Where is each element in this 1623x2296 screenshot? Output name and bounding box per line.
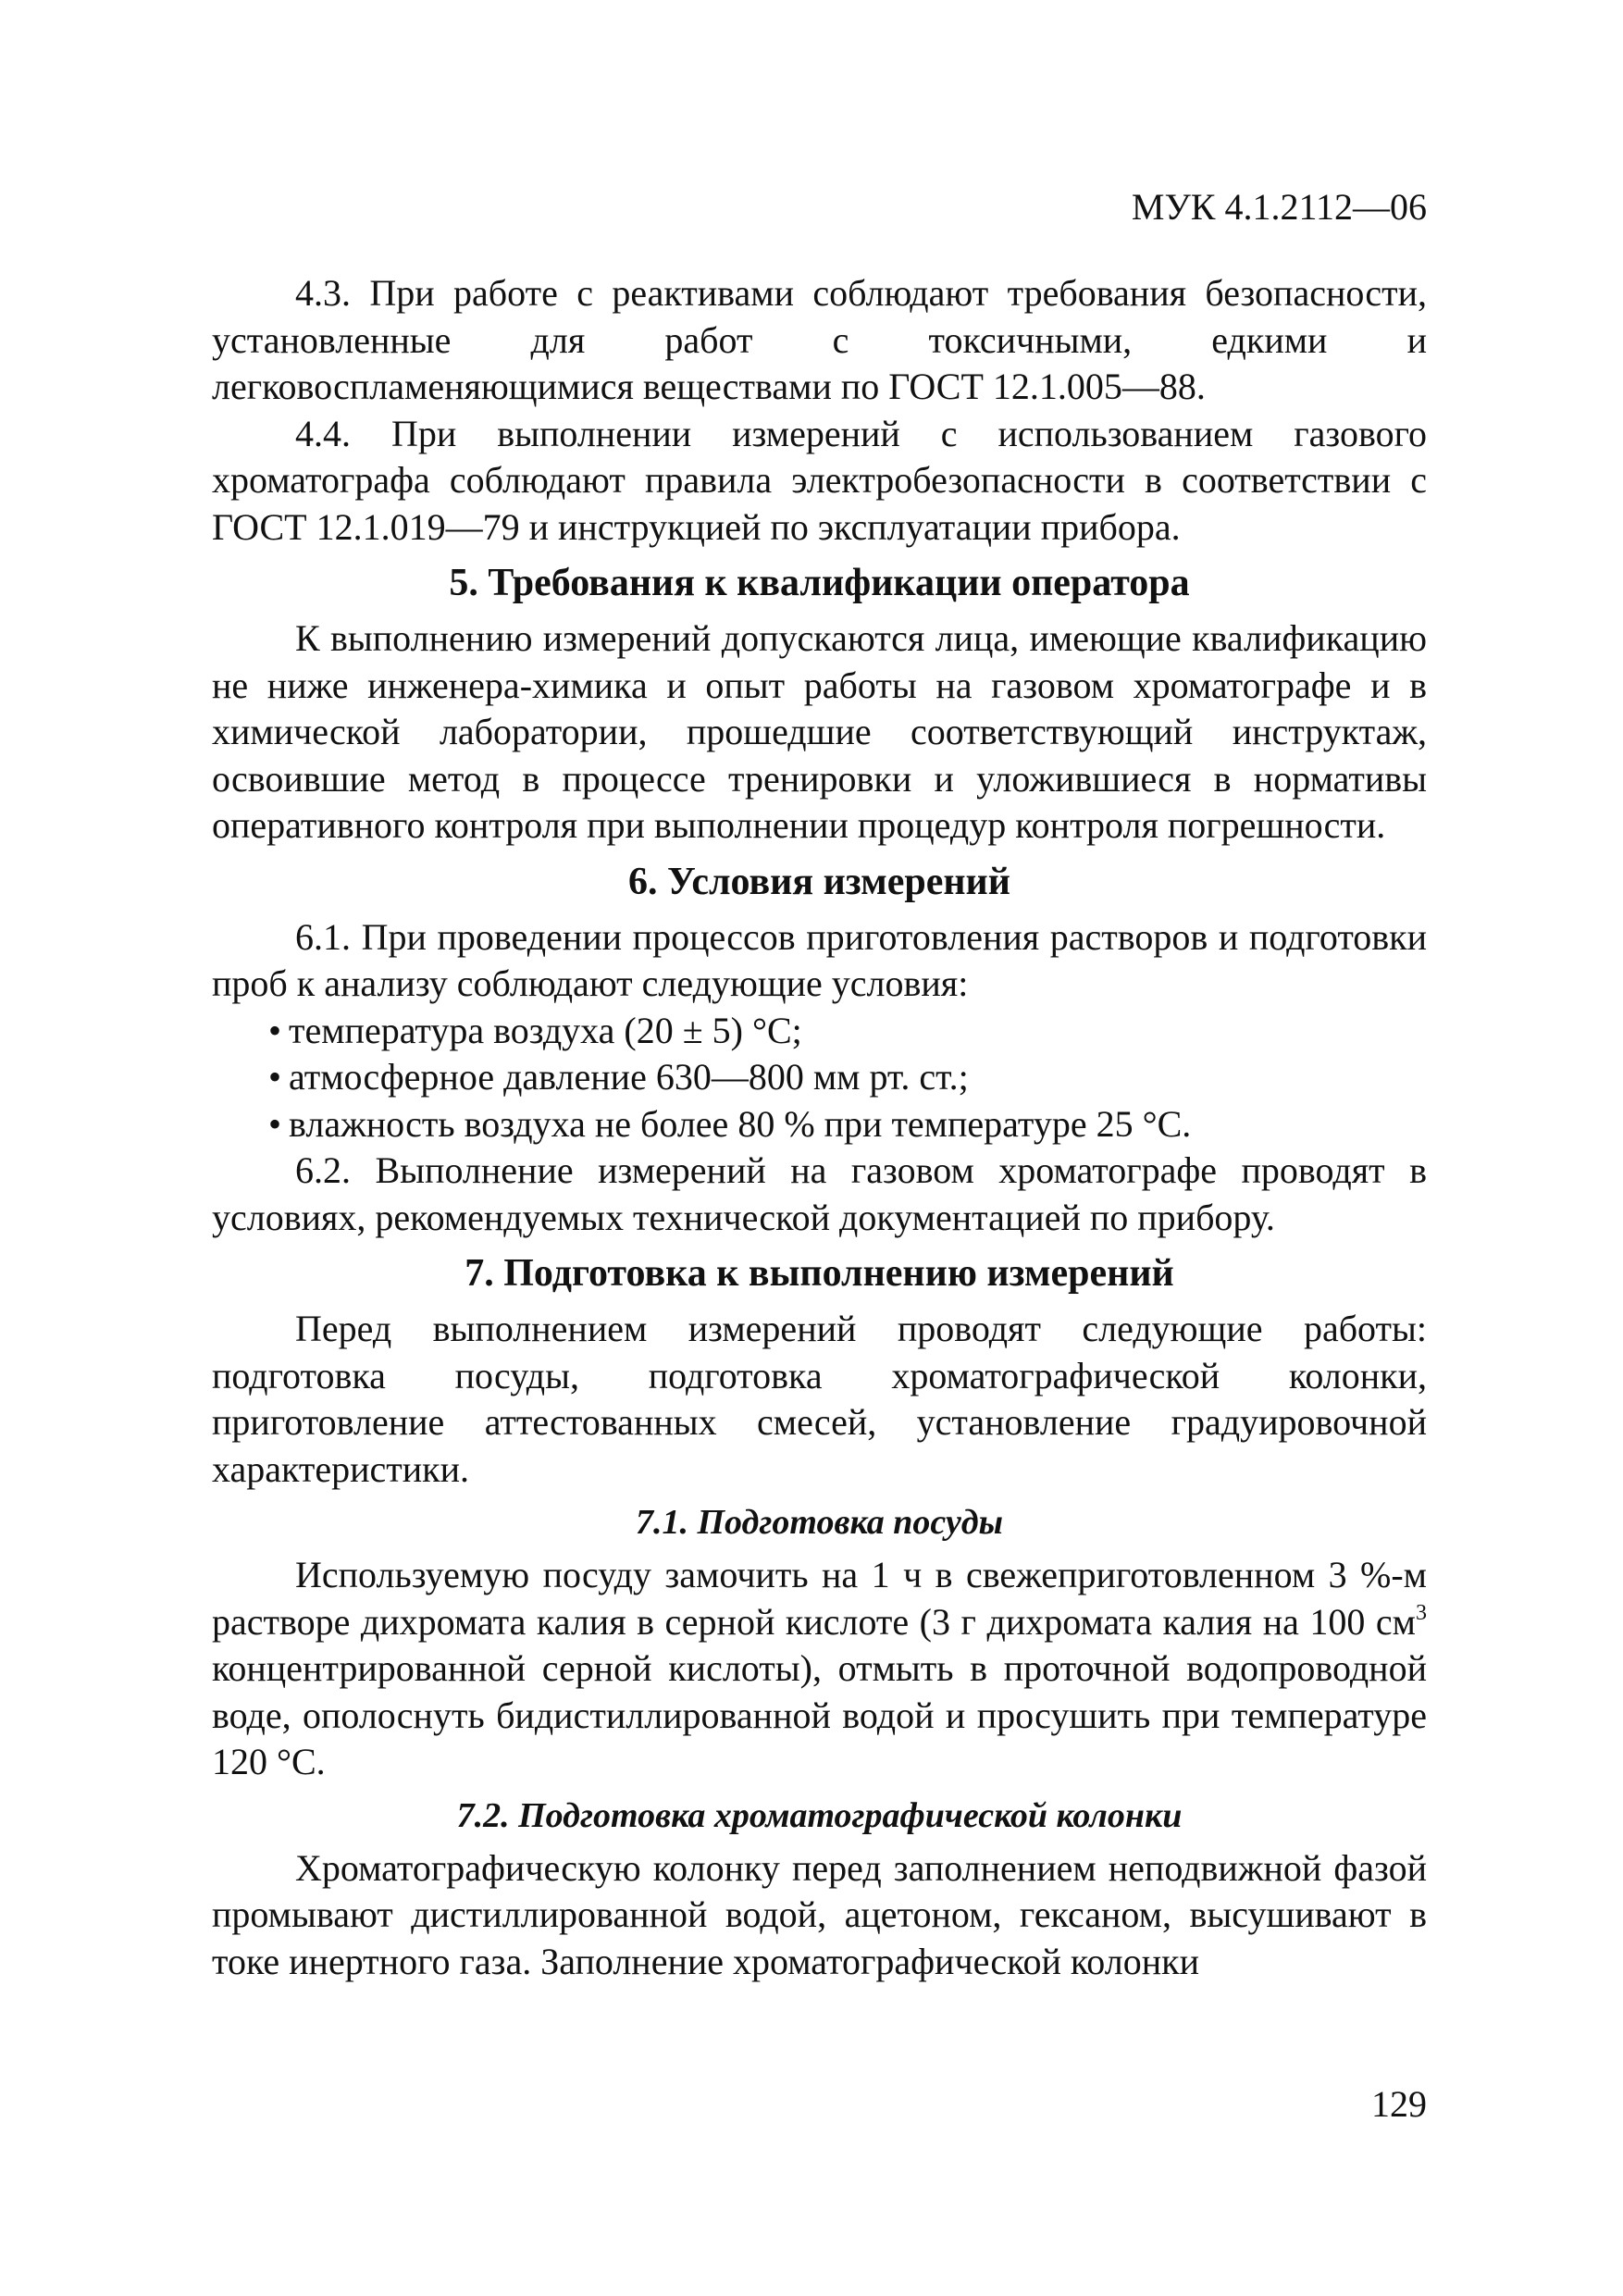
condition-text: влажность воздуха не более 80 % при температуре 25 °С.	[289, 1102, 1192, 1145]
section-7-intro: Перед выполнением измерений проводят следующие работы: подготовка посуды, подготовка хроматографической колонки, приготовление аттестованных смесей, установление градуировочной характеристики.	[212, 1308, 1427, 1490]
cubic-superscript: 3	[1416, 1600, 1427, 1625]
bullet-icon: •	[267, 1009, 281, 1051]
subsection-7-1-text-part1: Используемую посуду замочить на 1 ч в свежеприготовленном 3 %-м растворе дихромата калия в серной кислоте (3 г дихромата калия на 100 см	[212, 1554, 1427, 1643]
page-number: 129	[1371, 2083, 1427, 2125]
paragraph-6-1: 6.1. При проведении процессов приготовления растворов и подготовки проб к анализу соблюдают следующие условия:	[212, 915, 1427, 1004]
page-body	[212, 270, 1427, 1985]
subsection-7-2-heading: 7.2. Подготовка хроматографической колонки	[456, 1795, 1183, 1835]
subsection-7-1-text-part2: концентрированной серной кислоты), отмыть в проточной водопроводной воде, ополоснуть бидистиллированной водой и просушить при температуре 120 °С.	[212, 1647, 1427, 1782]
list-item	[212, 1054, 1427, 1101]
subsection-7-2-text: Хроматографическую колонку перед заполнением неподвижной фазой промывают дистиллированной водой, ацетоном, гексаном, высушивают в токе инертного газа. Заполнение хроматографической колонки	[212, 1846, 1427, 1982]
bullet-icon: •	[267, 1056, 281, 1098]
subsection-7-1-heading: 7.1. Подготовка посуды	[636, 1503, 1003, 1542]
paragraph-4-4: 4.4. При выполнении измерений с использованием газового хроматографа соблюдают правила электробезопасности в соответствии с ГОСТ 12.1.019—79 и инструкцией по эксплуатации прибора.	[212, 412, 1427, 548]
section-6-heading: 6. Условия измерений	[628, 860, 1010, 903]
section-5-text: К выполнению измерений допускаются лица, имеющие квалификацию не ниже инженера-химика и опыт работы на газовом хроматографе и в химической лаборатории, прошедшие соответствующий инструктаж, освоившие метод в процессе тренировки и уложившиеся в нормативы оперативного контроля при выполнении процедур контроля погрешности.	[212, 617, 1427, 846]
document-code-header: МУК 4.1.2112—06	[1131, 186, 1427, 228]
subsection-7-1-text	[212, 1552, 1427, 1786]
condition-text: температура воздуха (20 ± 5) °С;	[289, 1009, 802, 1051]
list-item	[212, 1008, 1427, 1055]
paragraph-6-2: 6.2. Выполнение измерений на газовом хроматографе проводят в условиях, рекомендуемых технической документацией по прибору.	[212, 1149, 1427, 1238]
list-item	[212, 1101, 1427, 1148]
conditions-list	[212, 1008, 1427, 1148]
section-7-heading: 7. Подготовка к выполнению измерений	[465, 1252, 1174, 1295]
bullet-icon: •	[267, 1102, 281, 1145]
section-5-heading: 5. Требования к квалификации оператора	[449, 562, 1190, 604]
paragraph-4-3: 4.3. При работе с реактивами соблюдают требования безопасности, установленные для работ с токсичными, едкими и легковоспламеняющимися веществами по ГОСТ 12.1.005—88.	[212, 272, 1427, 407]
condition-text: атмосферное давление 630—800 мм рт. ст.;	[289, 1056, 969, 1098]
